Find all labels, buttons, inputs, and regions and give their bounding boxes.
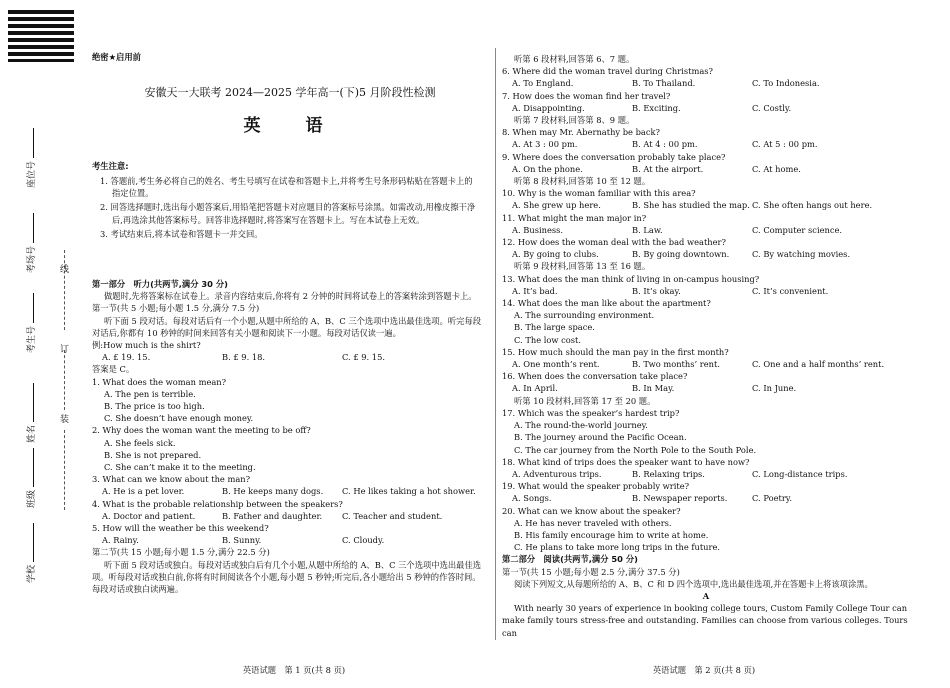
option: C. At home. <box>752 163 801 174</box>
option-row <box>502 492 910 504</box>
page-footer: 英语试题 第 1 页(共 8 页) <box>242 665 346 675</box>
question-block <box>502 407 910 456</box>
seal-mark-zhuang: 装 <box>60 415 70 425</box>
question-block <box>92 498 488 522</box>
margin-field-line <box>27 523 34 562</box>
notice-item: 2. 回答选择题时,选出每小题答案后,用铅笔把答题卡对应题目的答案标号涂黑。如需改动,用橡皮擦干净后,再选涂其他答案标号。回答非选择题时,将答案写在答题卡上。写在本试卷上无效。 <box>100 202 476 225</box>
option-row <box>502 248 910 260</box>
option: A. Adventurous trips. <box>512 468 602 479</box>
option: C. She often hangs out here. <box>752 200 873 211</box>
option: C. It’s convenient. <box>752 285 829 296</box>
question-block <box>502 273 910 297</box>
option: B. She has studied the map. <box>632 200 750 211</box>
part1-body <box>92 278 488 595</box>
margin-field <box>24 213 37 273</box>
section2-title: 第二节(共 15 小题;每小题 1.5 分,满分 22.5 分) <box>92 547 270 558</box>
question-stem: 18. What kind of trips does the speaker want to have now? <box>502 456 750 467</box>
notice-list <box>100 175 480 242</box>
notice-item: 1. 答题前,考生务必将自己的姓名、考生号填写在试卷和答题卡上,并将考生号条形码粘贴在答题卡上的指定位置。 <box>100 176 473 199</box>
option: B. Newspaper reports. <box>632 493 728 504</box>
section2-intro: 听下面 5 段对话或独白。每段对话或独白后有几个小题,从题中所给的 A、B、C 三个选项中选出最佳选项。听每段对话或独白前,你将有时间阅读各个小题,每小题 5 秒钟;听完后,各小题给出 5 秒钟的作答时间。每段对话或独白读两遍。 <box>92 559 482 595</box>
margin-field <box>24 523 37 583</box>
margin-field-line <box>27 383 34 422</box>
option: A. The surrounding environment. <box>514 310 655 321</box>
option-row <box>502 285 910 297</box>
option: B. Two months’ rent. <box>632 359 720 370</box>
margin-field-label: 考场号 <box>27 245 37 273</box>
option: C. He plans to take more long trips in the future. <box>514 542 721 553</box>
question-stem: 16. When does the conversation take place? <box>502 371 688 382</box>
option: B. His family encourage him to write at home. <box>514 529 709 540</box>
passage-label: A <box>702 590 710 601</box>
option: C. To Indonesia. <box>752 78 820 89</box>
page-1 <box>92 0 488 688</box>
option: B. The journey around the Pacific Ocean. <box>514 432 687 443</box>
margin-field-label: 座位号 <box>27 160 37 188</box>
margin-field <box>24 383 37 443</box>
option: B. £ 9. 18. <box>222 352 266 363</box>
passage-text: With nearly 30 years of experience in booking college tours, Custom Family College Tour can make family tours stress-free and outstanding. Families can choose from various colleges. Tours can <box>502 603 908 638</box>
question-block <box>502 126 910 150</box>
option: C. He likes taking a hot shower. <box>342 486 476 497</box>
option: C. She can’t make it to the meeting. <box>104 462 256 473</box>
question-block <box>502 297 910 346</box>
page2-body <box>502 53 910 639</box>
question-stem: 12. How does the woman deal with the bad weather? <box>502 237 726 248</box>
question-stem: 17. Which was the speaker’s hardest trip? <box>502 407 680 418</box>
column-divider <box>495 48 496 640</box>
option: C. The low cost. <box>514 334 582 345</box>
question-block <box>92 522 488 546</box>
option: B. He keeps many dogs. <box>222 486 324 497</box>
question-stem: 19. What would the speaker probably write? <box>502 481 690 492</box>
page-footer: 英语试题 第 2 页(共 8 页) <box>652 665 756 675</box>
margin-field-wrap <box>24 213 40 273</box>
margin-field-wrap <box>24 293 40 353</box>
question-block <box>502 187 910 211</box>
part1-title: 第一部分 听力(共两节,满分 30 分) <box>92 279 228 289</box>
secret-label: 绝密★启用前 <box>92 52 141 62</box>
option: A. In April. <box>512 383 558 394</box>
margin-field-line <box>27 448 34 487</box>
option: B. The large space. <box>514 322 595 333</box>
option: B. Law. <box>632 224 663 235</box>
option: A. He has never traveled with others. <box>514 517 672 528</box>
option: A. To England. <box>512 78 574 89</box>
option: C. Long-distance trips. <box>752 468 848 479</box>
part2-title: 第二部分 阅读(共两节,满分 50 分) <box>502 554 638 565</box>
section1-intro: 听下面 5 段对话。每段对话后有一个小题,从题中所给的 A、B、C 三个选项中选出最佳选项。听完每段对话后,你都有 10 秒钟的时间来回答有关小题和阅读下一小题。每段对话仅读一遍。 <box>92 315 482 338</box>
question-block <box>502 212 910 236</box>
material-heading: 听第 10 段材料,回答第 17 至 20 题。 <box>514 395 656 406</box>
margin-field-label: 班级 <box>27 489 37 508</box>
option: C. One and a half months’ rent. <box>752 359 885 370</box>
question-stem: 3. What can we know about the man? <box>92 474 251 485</box>
option-row <box>502 358 910 370</box>
option: B. It’s okay. <box>632 285 681 296</box>
part1-intro: 做题时,先将答案标在试卷上。录音内容结束后,你将有 2 分钟的时间将试卷上的答案转涂到答题卡上。 <box>104 291 477 302</box>
page-2 <box>502 0 910 688</box>
option: B. By going downtown. <box>632 249 730 260</box>
example-answer: 答案是 C。 <box>92 364 135 375</box>
margin-field-wrap <box>24 523 40 583</box>
option: C. She doesn’t have enough money. <box>104 413 254 424</box>
option: C. By watching movies. <box>752 249 851 260</box>
option: A. Doctor and patient. <box>102 510 196 521</box>
option-row <box>502 77 910 89</box>
example-options <box>92 351 488 363</box>
question-stem: 8. When may Mr. Abernathy be back? <box>502 127 660 138</box>
margin-field-line <box>27 128 34 158</box>
option: B. She is not prepared. <box>104 449 202 460</box>
option-row <box>502 138 910 150</box>
question-stem: 9. Where does the conversation probably take place? <box>502 151 726 162</box>
seal-mark-xian: 线 <box>60 265 70 275</box>
option-row <box>92 534 488 546</box>
option-row <box>502 199 910 211</box>
question-stem: 10. Why is the woman familiar with this area? <box>502 188 696 199</box>
question-stem: 20. What can we know about the speaker? <box>502 505 681 516</box>
stripe-stamp <box>8 10 74 62</box>
question-list <box>92 376 488 547</box>
question-stem: 5. How will the weather be this weekend? <box>92 523 269 534</box>
option: A. £ 19. 15. <box>102 352 151 363</box>
option-row <box>502 468 910 480</box>
margin-field-wrap <box>24 128 40 188</box>
option: B. Sunny. <box>222 535 262 546</box>
option: B. The price is too high. <box>104 401 205 412</box>
question-list <box>502 53 910 553</box>
dashed-line <box>64 350 65 410</box>
binding-margin <box>0 0 92 688</box>
question-block <box>502 236 910 260</box>
margin-field <box>24 293 37 353</box>
option: C. At 5 : 00 pm. <box>752 139 818 150</box>
question-stem: 13. What does the man think of living in on-campus housing? <box>502 273 760 284</box>
option: A. On the phone. <box>512 163 583 174</box>
option: C. Poetry. <box>752 493 793 504</box>
material-heading: 听第 7 段材料,回答第 8、9 题。 <box>514 115 635 126</box>
margin-field-line <box>27 293 34 323</box>
margin-field <box>24 448 37 508</box>
option: C. Costly. <box>752 102 792 113</box>
option: C. Computer science. <box>752 224 843 235</box>
question-block <box>502 346 910 370</box>
option: A. Songs. <box>512 493 552 504</box>
margin-field-label: 学校 <box>27 564 37 583</box>
question-stem: 1. What does the woman mean? <box>92 376 227 387</box>
part2-section1-title: 第一节(共 15 小题;每小题 2.5 分,满分 37.5 分) <box>502 566 680 577</box>
option: A. It’s bad. <box>512 285 558 296</box>
option: B. In May. <box>632 383 675 394</box>
question-block <box>502 65 910 89</box>
option: C. Cloudy. <box>342 535 385 546</box>
material-heading: 听第 6 段材料,回答第 6、7 题。 <box>514 54 635 64</box>
option-row <box>502 163 910 175</box>
question-block <box>502 456 910 480</box>
option: B. At the airport. <box>632 163 704 174</box>
seal-mark-ding: 订 <box>60 345 70 355</box>
question-block <box>502 505 910 554</box>
question-block <box>502 151 910 175</box>
margin-field-label: 考生号 <box>27 325 37 353</box>
option: B. Exciting. <box>632 102 681 113</box>
subject-title: 英 语 <box>243 116 337 136</box>
question-block <box>502 480 910 504</box>
option: A. Rainy. <box>102 535 139 546</box>
option: A. The pen is terrible. <box>104 388 196 399</box>
question-stem: 2. Why does the woman want the meeting to be off? <box>92 425 311 436</box>
question-stem: 4. What is the probable relationship between the speakers? <box>92 498 343 509</box>
option: C. £ 9. 15. <box>342 352 385 363</box>
option-row <box>92 485 488 497</box>
option: A. Business. <box>512 224 564 235</box>
notice-title: 考生注意: <box>92 161 129 171</box>
option: A. One month’s rent. <box>512 359 600 370</box>
option: B. Father and daughter. <box>222 510 323 521</box>
option: C. The car journey from the North Pole to the South Pole. <box>514 444 757 455</box>
option: A. Disappointing. <box>512 102 585 113</box>
part2-intro: 阅读下列短文,从每题所给的 A、B、C 和 D 四个选项中,选出最佳选项,并在答题卡上将该项涂黑。 <box>514 578 873 589</box>
option: A. At 3 : 00 pm. <box>512 139 578 150</box>
material-heading: 听第 9 段材料,回答第 13 至 16 题。 <box>514 261 651 272</box>
question-stem: 7. How does the woman find her travel? <box>502 90 671 101</box>
margin-field-wrap <box>24 383 40 443</box>
option-row <box>502 224 910 236</box>
example-question: 例:How much is the shirt? <box>92 340 201 351</box>
question-block <box>502 370 910 394</box>
option: B. Relaxing trips. <box>632 468 705 479</box>
option: B. At 4 : 00 pm. <box>632 139 698 150</box>
option: A. The round-the-world journey. <box>514 420 648 431</box>
notice-item: 3. 考试结束后,将本试卷和答题卡一并交回。 <box>100 228 263 239</box>
option-row <box>502 102 910 114</box>
margin-field <box>24 128 37 188</box>
option: B. To Thailand. <box>632 78 696 89</box>
question-stem: 11. What might the man major in? <box>502 212 647 223</box>
question-stem: 6. Where did the woman travel during Christmas? <box>502 66 714 77</box>
option-row <box>502 382 910 394</box>
exam-title: 安徽天一大联考 2024—2025 学年高一(下)5 月阶段性检测 <box>144 86 436 99</box>
question-stem: 15. How much should the man pay in the first month? <box>502 346 729 357</box>
margin-field-wrap <box>24 448 40 508</box>
option: A. She feels sick. <box>104 437 176 448</box>
option: A. She grew up here. <box>512 200 601 211</box>
question-block <box>92 424 488 473</box>
question-block <box>92 473 488 497</box>
option: A. He is a pet lover. <box>102 486 185 497</box>
option: A. By going to clubs. <box>512 249 599 260</box>
margin-field-line <box>27 213 34 243</box>
margin-field-label: 姓名 <box>27 424 37 443</box>
question-block <box>92 376 488 425</box>
option: C. Teacher and student. <box>342 510 443 521</box>
option-row <box>92 510 488 522</box>
dashed-line <box>64 430 65 510</box>
option: C. In June. <box>752 383 797 394</box>
question-stem: 14. What does the man like about the apartment? <box>502 298 711 309</box>
material-heading: 听第 8 段材料,回答第 10 至 12 题。 <box>514 176 651 187</box>
section1-title: 第一节(共 5 小题;每小题 1.5 分,满分 7.5 分) <box>92 303 260 314</box>
question-block <box>502 90 910 114</box>
